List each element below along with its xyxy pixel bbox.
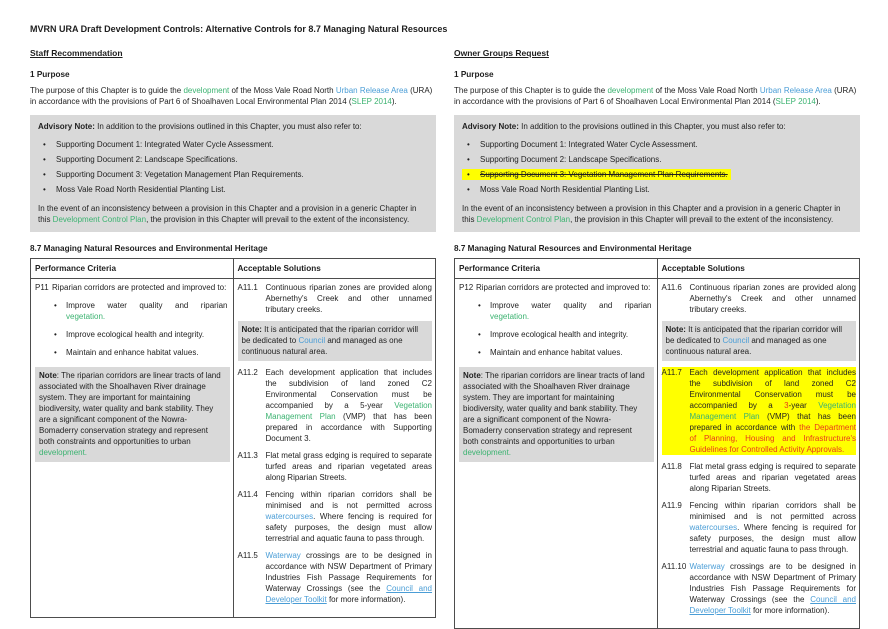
solution-number: A11.4 (237, 490, 258, 499)
council-developer-toolkit-link[interactable]: Council and Developer Toolkit (689, 595, 857, 615)
solution-text: Waterway crossings are to be designed in accordance with NSW Department of Primary Industries Fish Passage Requirements for Waterway Crossings (see the Council and Developer Toolkit for more information). (689, 562, 857, 615)
advisory-bullet: • Moss Vale Road North Residential Planting List. (38, 184, 428, 195)
advisory-bullet: • Supporting Document 2: Landscape Specifications. (462, 154, 852, 165)
solution-number: A11.5 (237, 551, 258, 560)
solution-number: A11.6 (661, 283, 682, 292)
advisory-bullet: • Supporting Document 1: Integrated Water Cycle Assessment. (38, 139, 428, 150)
acceptable-solutions-header: Acceptable Solutions (233, 259, 436, 279)
solution-item (238, 367, 433, 444)
solution-item (662, 461, 857, 494)
advisory-bullet: • Supporting Document 3: Vegetation Management Plan Requirements. (38, 169, 428, 180)
purpose-paragraph: The purpose of this Chapter is to guide the development of the Moss Vale Road North Urban Release Area (URA) in accordance with the provisions of Part 6 of Shoalhaven Local Environmental Plan 2014 (SLEP 2014). (454, 86, 857, 106)
solution-item (238, 489, 433, 544)
table-header-row (455, 259, 860, 279)
solution-number: A11.3 (237, 451, 258, 460)
advisory-note-box (30, 115, 436, 232)
pc-item (459, 282, 654, 293)
controls-table (30, 258, 436, 618)
solution-item (238, 450, 433, 483)
solution-item (662, 500, 857, 555)
acceptable-solutions-header: Acceptable Solutions (657, 259, 860, 279)
advisory-bullet: • Moss Vale Road North Residential Planting List. (462, 184, 852, 195)
solution-number: A11.8 (661, 462, 682, 471)
pc-bullet: • Improve ecological health and integrity. (35, 329, 230, 340)
pc-bullet: • Improve water quality and riparian vegetation. (35, 300, 230, 322)
pc-item-number: P11 (35, 283, 49, 292)
solution-text: Continuous riparian zones are provided along Abernethy's Creek and other unnamed tributary creeks. (265, 283, 432, 314)
pc-bullet: • Maintain and enhance habitat values. (35, 347, 230, 358)
solution-text: Continuous riparian zones are provided along Abernethy's Creek and other unnamed tributary creeks. (689, 283, 856, 314)
solution-number: A11.1 (237, 283, 258, 292)
solution-text: Flat metal grass edging is required to separate turfed areas and riparian vegetated areas along Riparian Streets. (689, 462, 856, 493)
solution-text: Each development application that includes the subdivision of land zoned C2 Environmental Conservation must be accompanied by a 3-year Vegetation Management Plan (VMP) that has been prepared in accordance with the Department of Planning, Housing and Infrastructure's Guidelines for Controlled Activity Approvals. (689, 368, 857, 454)
solution-number: A11.2 (237, 368, 258, 377)
pc-bullet: • Improve ecological health and integrity. (459, 329, 654, 340)
solution-text: Fencing within riparian corridors shall be minimised and is not permitted across watercourses. Where fencing is required for safety purposes, the design must allow terrestrial and aquatic fauna to pass through. (689, 501, 856, 554)
pc-item-text: Riparian corridors are protected and improved to: (476, 283, 651, 292)
advisory-bullet-struck-highlighted: • Supporting Document 3: Vegetation Management Plan Requirements. (462, 169, 731, 180)
section-8-7-heading: 8.7 Managing Natural Resources and Environmental Heritage (30, 244, 268, 253)
controls-table (454, 258, 860, 629)
purpose-heading: 1 Purpose (454, 70, 494, 79)
solution-note-box: Note: It is anticipated that the riparian corridor will be dedicated to Council and managed as one continuous natural area. (238, 321, 433, 361)
table-row (31, 279, 436, 618)
performance-criteria-header: Performance Criteria (31, 259, 234, 279)
advisory-note-outro: In the event of an inconsistency between a provision in this Chapter and a provision in a generic Chapter in this Development Control Plan, the provision in this Chapter will prevail to the extent of the inconsistency. (38, 204, 417, 224)
advisory-bullet: • Supporting Document 1: Integrated Water Cycle Assessment. (462, 139, 852, 150)
table-header-row (31, 259, 436, 279)
column-owner-groups-request (454, 48, 860, 629)
solution-item (238, 550, 433, 605)
owner-groups-request-heading: Owner Groups Request (454, 48, 549, 58)
performance-criteria-header: Performance Criteria (455, 259, 658, 279)
advisory-bullet-list (38, 139, 428, 195)
solution-text: Fencing within riparian corridors shall be minimised and is not permitted across watercourses. Where fencing is required for safety purposes, the design must allow terrestrial and aquatic fauna to pass through. (265, 490, 432, 543)
solution-item (662, 561, 857, 616)
advisory-bullet: • Supporting Document 2: Landscape Specifications. (38, 154, 428, 165)
performance-criteria-cell (31, 279, 234, 618)
purpose-heading: 1 Purpose (30, 70, 70, 79)
advisory-bullet-list (462, 139, 852, 195)
purpose-paragraph: The purpose of this Chapter is to guide the development of the Moss Vale Road North Urban Release Area (URA) in accordance with the provisions of Part 6 of Shoalhaven Local Environmental Plan 2014 (SLEP 2014). (30, 86, 433, 106)
pc-item (35, 282, 230, 293)
document-title: MVRN URA Draft Development Controls: Alternative Controls for 8.7 Managing Natural Resources (30, 24, 448, 34)
solution-text: Flat metal grass edging is required to separate turfed areas and riparian vegetated areas along Riparian Streets. (265, 451, 432, 482)
pc-note-box: Note: The riparian corridors are linear tracts of land associated with the Shoalhaven River drainage system. They are important for maintaining biodiversity, water quality and bank stability. They are a significant component of the Nowra-Bomaderry conservation strategy and represent both constraints and opportunities to urban development. (459, 367, 654, 462)
advisory-note-intro: Advisory Note: In addition to the provisions outlined in this Chapter, you must also refer to: (462, 122, 786, 131)
solution-text: Each development application that includes the subdivision of land zoned C2 Environmental Conservation must be accompanied by a 5-year Vegetation Management Plan (VMP) that has been prepared in accordance with Supporting Document 3. (265, 368, 432, 443)
advisory-note-intro: Advisory Note: In addition to the provisions outlined in this Chapter, you must also refer to: (38, 122, 362, 131)
council-developer-toolkit-link[interactable]: Council and Developer Toolkit (265, 584, 433, 604)
solution-number: A11.7 (661, 368, 682, 377)
pc-note-box: Note: The riparian corridors are linear tracts of land associated with the Shoalhaven River drainage system. They are important for maintaining biodiversity, water quality and bank stability. They are a significant component of the Nowra-Bomaderry conservation strategy and represent both constraints and opportunities to urban development. (35, 367, 230, 462)
solution-number: A11.9 (661, 501, 682, 510)
solution-text: Waterway crossings are to be designed in accordance with NSW Department of Primary Industries Fish Passage Requirements for Waterway Crossings (see the Council and Developer Toolkit for more information). (265, 551, 433, 604)
section-8-7-heading: 8.7 Managing Natural Resources and Environmental Heritage (454, 244, 692, 253)
staff-recommendation-heading: Staff Recommendation (30, 48, 123, 58)
advisory-note-box (454, 115, 860, 232)
pc-item-text: Riparian corridors are protected and improved to: (52, 283, 227, 292)
table-row (455, 279, 860, 629)
pc-bullet: • Improve water quality and riparian vegetation. (459, 300, 654, 322)
solution-item-highlighted (662, 367, 857, 455)
advisory-note-outro: In the event of an inconsistency between a provision in this Chapter and a provision in a generic Chapter in this Development Control Plan, the provision in this Chapter will prevail to the extent of the inconsistency. (462, 204, 841, 224)
solution-note-box: Note: It is anticipated that the riparian corridor will be dedicated to Council and managed as one continuous natural area. (662, 321, 857, 361)
column-staff-recommendation (30, 48, 436, 618)
performance-criteria-cell (455, 279, 658, 629)
acceptable-solutions-cell (233, 279, 436, 618)
solution-number: A11.10 (661, 562, 687, 571)
pc-item-number: P12 (459, 283, 474, 292)
solution-item (238, 282, 433, 315)
pc-bullet: • Maintain and enhance habitat values. (459, 347, 654, 358)
solution-item (662, 282, 857, 315)
two-column-layout (30, 48, 860, 629)
acceptable-solutions-cell (657, 279, 860, 629)
